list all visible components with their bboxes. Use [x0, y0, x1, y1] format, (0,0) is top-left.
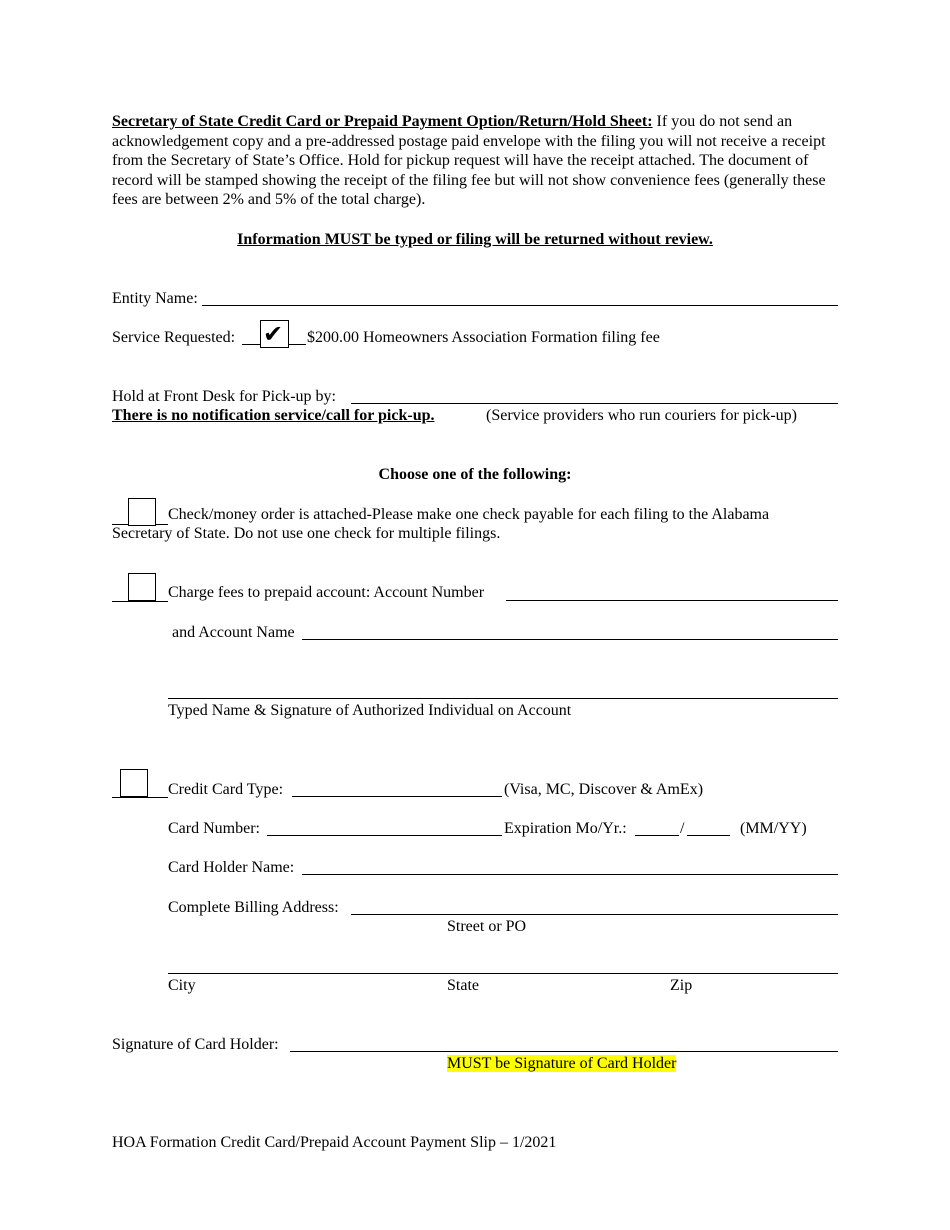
- checkmark-icon: ✔: [263, 320, 284, 348]
- footer-text: HOA Formation Credit Card/Prepaid Account Payment Slip – 1/2021: [112, 1134, 557, 1151]
- account-number-field[interactable]: [506, 600, 838, 601]
- city-caption: City: [168, 977, 196, 994]
- expiration-format: (MM/YY): [740, 820, 807, 837]
- prepaid-option-underline: [112, 601, 168, 602]
- account-number-label: Charge fees to prepaid account: Account Number: [168, 584, 485, 601]
- service-fee-text: $200.00 Homeowners Association Formation filing fee: [307, 329, 660, 346]
- authorized-signature-caption: Typed Name & Signature of Authorized Individual on Account: [168, 702, 572, 719]
- street-caption: Street or PO: [447, 918, 527, 935]
- service-requested-label: Service Requested:: [112, 329, 236, 346]
- credit-card-option-underline: [112, 797, 168, 798]
- expiration-separator: /: [680, 820, 685, 837]
- billing-address-label: Complete Billing Address:: [168, 899, 339, 916]
- card-holder-name-label: Card Holder Name:: [168, 859, 295, 876]
- zip-caption: Zip: [670, 977, 693, 994]
- account-name-field[interactable]: [302, 639, 838, 640]
- card-number-label: Card Number:: [168, 820, 260, 837]
- expiration-label: Expiration Mo/Yr.:: [504, 820, 627, 837]
- entity-name-field[interactable]: [202, 305, 838, 306]
- state-caption: State: [447, 977, 479, 994]
- check-option-checkbox[interactable]: [128, 498, 156, 526]
- intro-heading: Secretary of State Credit Card or Prepaid Payment Option/Return/Hold Sheet:: [112, 113, 653, 130]
- expiration-year-field[interactable]: [687, 835, 730, 836]
- credit-card-type-label: Credit Card Type:: [168, 781, 284, 798]
- credit-card-type-note: (Visa, MC, Discover & AmEx): [504, 781, 704, 798]
- no-notification-note: There is no notification service/call for pick-up.: [112, 407, 435, 424]
- hold-pickup-label: Hold at Front Desk for Pick-up by:: [112, 388, 336, 405]
- must-signature-note: MUST be Signature of Card Holder: [447, 1055, 677, 1072]
- check-option-line2: Secretary of State. Do not use one check for multiple filings.: [112, 525, 501, 542]
- authorized-signature-field[interactable]: [168, 698, 838, 699]
- typed-notice: Information MUST be typed or filing will be returned without review.: [237, 231, 713, 248]
- credit-card-option-checkbox[interactable]: [120, 769, 148, 797]
- credit-card-type-field[interactable]: [292, 796, 502, 797]
- card-holder-name-field[interactable]: [302, 874, 838, 875]
- intro-body: If you do not send an acknowledgement copy and a pre-addressed postage paid envelope with the filing you will not receive a receipt from the Secretary of State’s Office. Hold for pickup request will have the receipt attached. The document of record will be stamped showing the receipt of the filing fee but will not show convenience fees (generally these fees are between 2% and 5% of the total charge).: [112, 113, 826, 209]
- expiration-month-field[interactable]: [635, 835, 679, 836]
- hold-pickup-field[interactable]: [351, 403, 838, 404]
- check-option-line1: Check/money order is attached-Please make one check payable for each filing to the Alabama: [168, 506, 770, 523]
- card-holder-signature-field[interactable]: [290, 1051, 838, 1052]
- account-name-label: and Account Name: [172, 624, 295, 641]
- billing-city-state-zip-field[interactable]: [168, 973, 838, 974]
- card-holder-signature-label: Signature of Card Holder:: [112, 1036, 279, 1053]
- service-providers-note: (Service providers who run couriers for pick-up): [486, 407, 798, 424]
- intro-paragraph: [112, 112, 838, 210]
- choose-heading: Choose one of the following:: [378, 466, 572, 483]
- billing-street-field[interactable]: [351, 914, 838, 915]
- prepaid-option-checkbox[interactable]: [128, 573, 156, 601]
- card-number-field[interactable]: [267, 835, 502, 836]
- entity-name-label: Entity Name:: [112, 290, 198, 307]
